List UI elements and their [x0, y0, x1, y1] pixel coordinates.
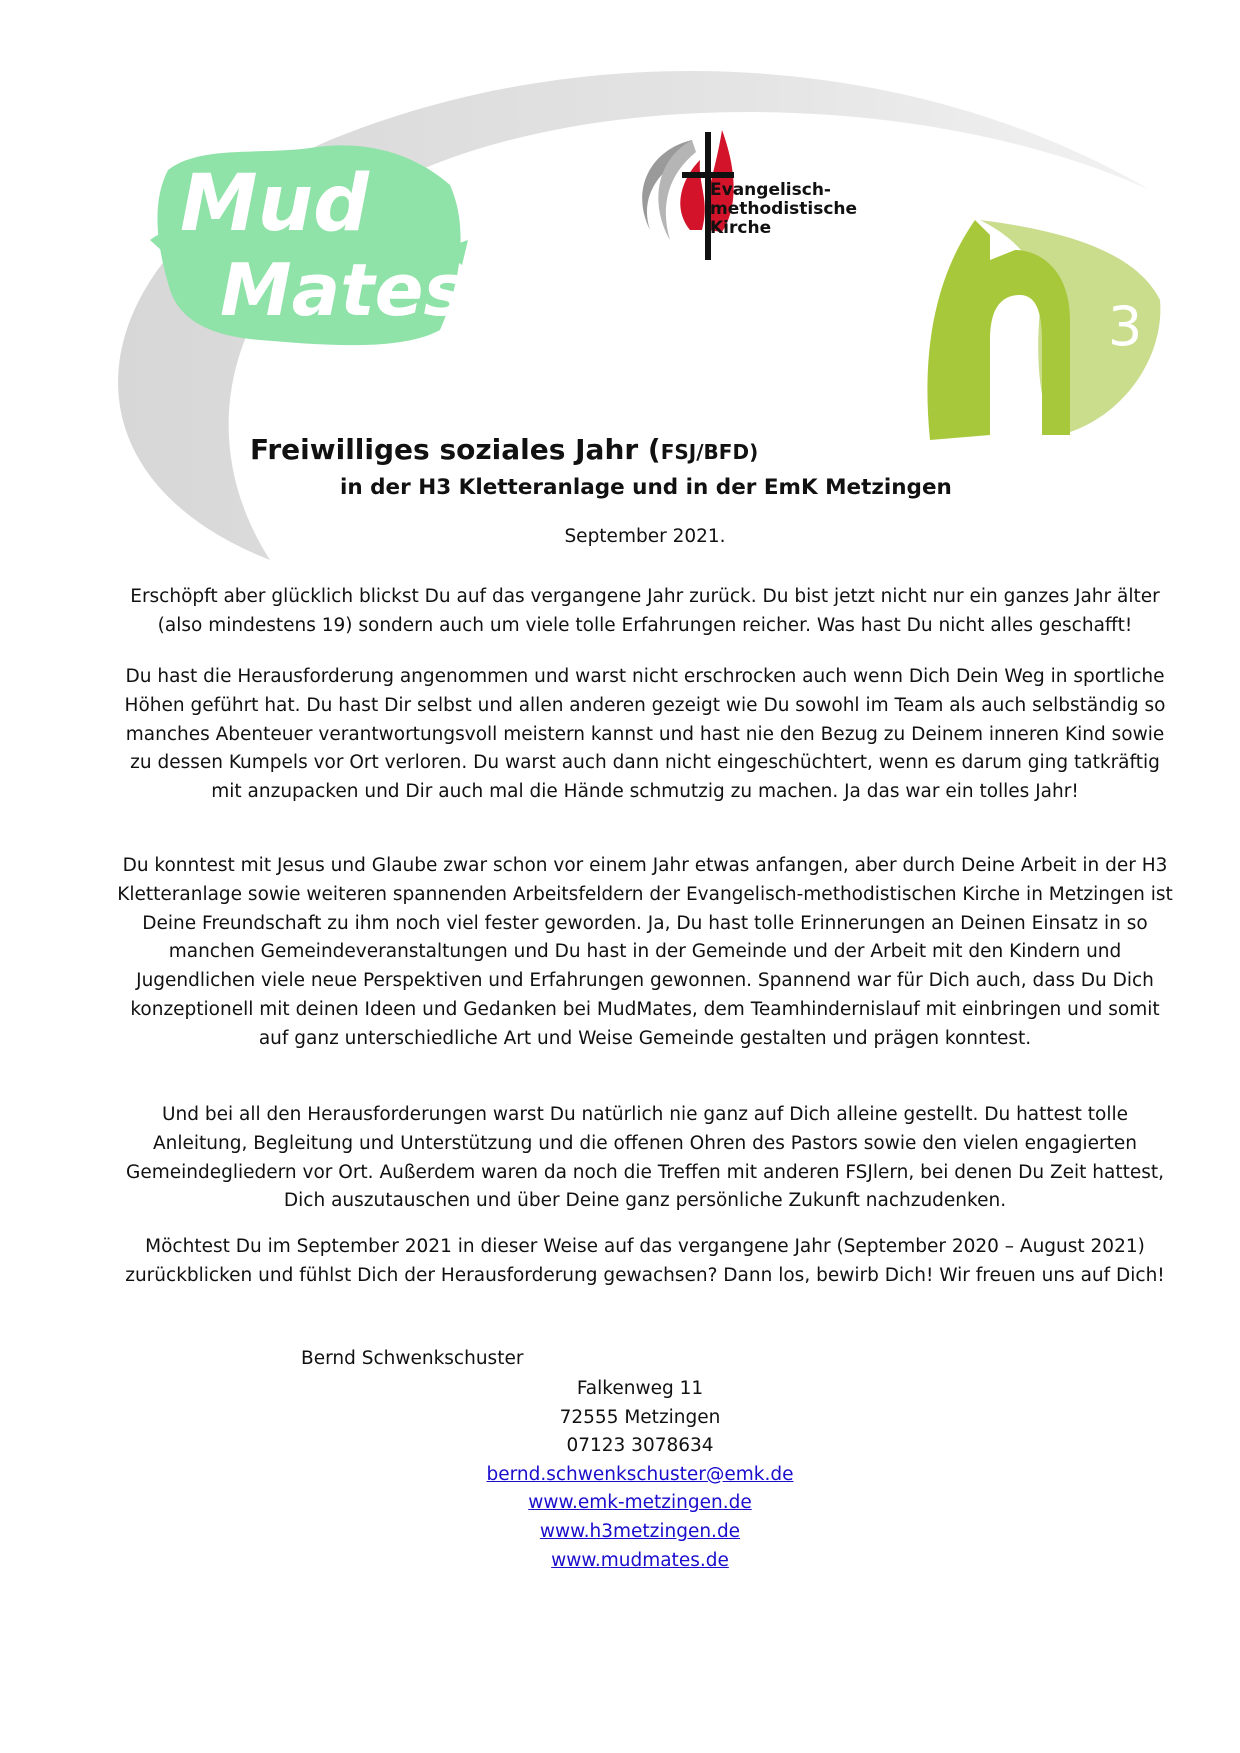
website-h3-link[interactable]: www.h3metzingen.de [539, 1520, 741, 1542]
website-mudmates-link[interactable]: www.mudmates.de [551, 1549, 729, 1571]
emk-logo-text: Evangelisch- methodistische Kirche [710, 180, 858, 238]
contact-city: 72555 Metzingen [559, 1406, 721, 1428]
mudmates-line1: Mud [180, 159, 369, 249]
title-abbrev: FSJ/BFD [660, 440, 750, 464]
paragraph-call-to-action: Möchtest Du im September 2021 in dieser Weise auf das vergangene Jahr (September 2020 – August 2021) zurückblicken und fühlst Dich der Herausforderung gewachsen? Dann los, bewirb Dich! Wir freuen uns auf Dich! [125, 1236, 1165, 1286]
title-main: Freiwilliges soziales Jahr ( [250, 433, 661, 466]
h3-logo [920, 210, 1165, 440]
h3-logo-number: 3 [1108, 295, 1143, 358]
website-emk-link[interactable]: www.emk-metzingen.de [528, 1492, 752, 1514]
contact-phone: 07123 3078634 [566, 1435, 714, 1457]
mudmates-logo [150, 130, 470, 360]
paragraph-support: Und bei all den Herausforderungen warst Du natürlich nie ganz auf Dich alleine gestellt. Du hattest tolle Anleitung, Begleitung und Unterstützung und die offenen Ohren des Pastors sowie den vielen engagierten Gemeindegliedern vor Ort. Außerdem waren da noch die Treffen mit anderen FSJlern, bei denen Du Zeit hattest, Dich auszutauschen und über Deine ganz persönliche Zukunft nachzudenken. [125, 1104, 1165, 1212]
page-title [250, 433, 758, 469]
paragraph-intro: Erschöpft aber glücklich blickst Du auf das vergangene Jahr zurück. Du bist jetzt nicht nur ein ganzes Jahr älter (also mindestens 19) sondern auch um viele tolle Erfahrungen reicher. Was hast Du nicht alles geschafft! [130, 586, 1160, 636]
document-date: September 2021. [564, 526, 726, 547]
contact-block [340, 1375, 940, 1575]
title-close-paren: ) [749, 440, 759, 464]
mudmates-line2: Mates [220, 248, 467, 332]
paragraph-faith: Du konntest mit Jesus und Glaube zwar schon vor einem Jahr etwas anfangen, aber durch Deine Arbeit in der H3 Kletteranlage sowie weiteren spannenden Arbeitsfeldern der Evangelisch-methodistischen Kirche in Metzingen ist Deine Freundschaft zu ihm noch viel fester geworden. Ja, Du hast tolle Erinnerungen an Deinen Einsatz in so manchen Gemeindeveranstaltungen und Du hast in der Gemeinde und der Arbeit mit den Kindern und Jugendlichen viele neue Perspektiven und Erfahrungen gewonnen. Spannend war für Dich auch, dass Du Dich konzeptionell mit deinen Ideen und Gedanken bei MudMates, dem Teamhindernislauf mit einbringen und somit auf ganz unterschiedliche Art und Weise Gemeinde gestalten und prägen konntest. [117, 855, 1173, 1049]
page-subtitle: in der H3 Kletteranlage und in der EmK Metzingen [340, 475, 952, 500]
signer-name: Bernd Schwenkschuster [301, 1348, 524, 1369]
contact-street: Falkenweg 11 [576, 1378, 704, 1399]
contact-email-link[interactable]: bernd.schwenkschuster@emk.de [486, 1463, 794, 1485]
paragraph-challenge: Du hast die Herausforderung angenommen und warst nicht erschrocken auch wenn Dich Dein Weg in sportliche Höhen geführt hat. Du hast Dir selbst und allen anderen gezeigt wie Du sowohl im Team als auch selbständig so manches Abenteuer verantwortungsvoll meistern kannst und hast nie den Bezug zu Deinem inneren Kind sowie zu dessen Kumpels vor Ort verloren. Du warst auch dann nicht eingeschüchtert, wenn es darum ging tatkräftig mit anzupacken und Dir auch mal die Hände schmutzig zu machen. Ja das war ein tolles Jahr! [124, 666, 1166, 803]
